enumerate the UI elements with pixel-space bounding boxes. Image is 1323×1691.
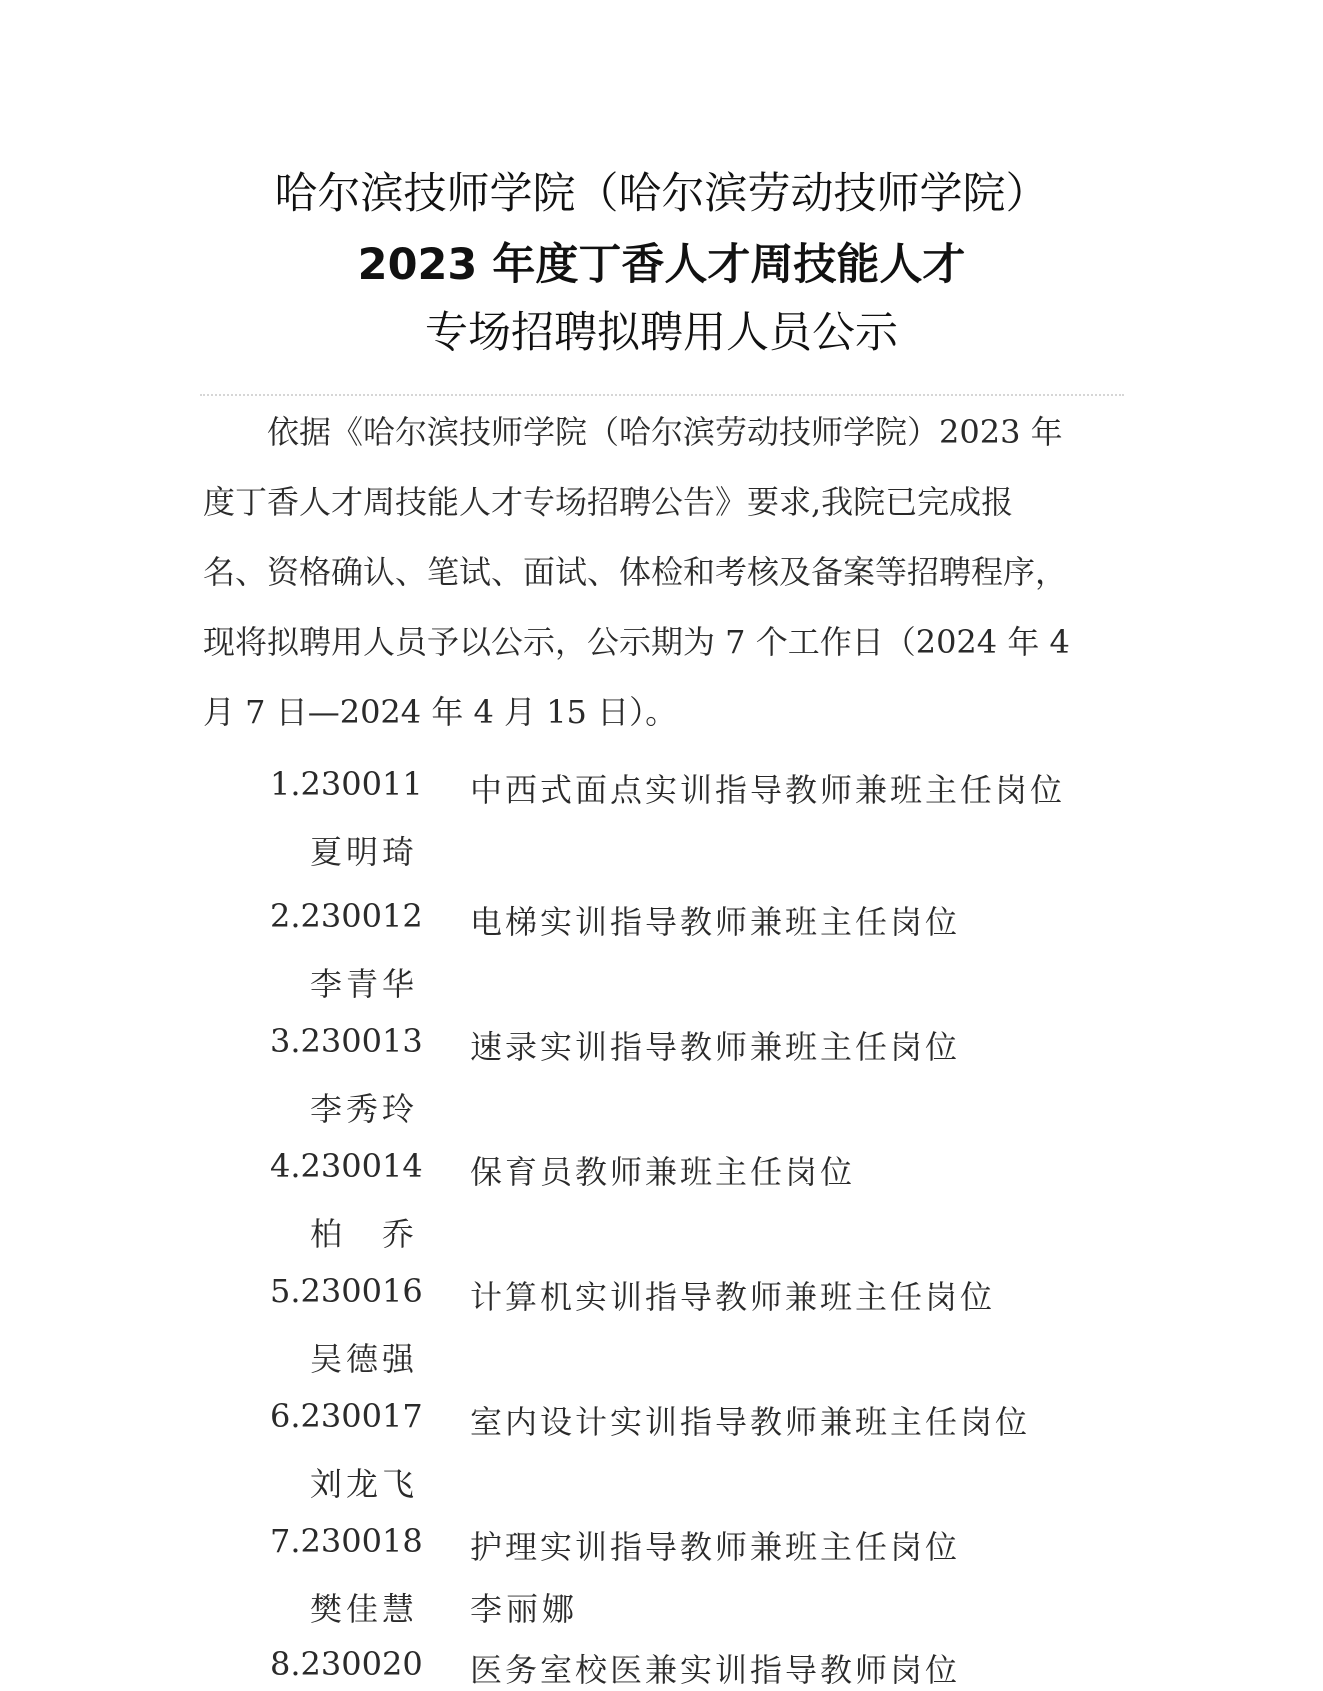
entry-name-second: 李丽娜 bbox=[470, 1590, 579, 1628]
entry-post: 保育员教师兼班主任岗位 bbox=[470, 1153, 856, 1191]
entry-number: 8.230020 bbox=[270, 1645, 423, 1683]
entry-number: 4.230014 bbox=[270, 1147, 423, 1185]
entry-post: 室内设计实训指导教师兼班主任岗位 bbox=[470, 1403, 1031, 1441]
entry-number: 5.230016 bbox=[270, 1272, 423, 1310]
entry-name: 刘龙飞 bbox=[310, 1465, 419, 1503]
entry-post: 医务室校医兼实训指导教师岗位 bbox=[470, 1651, 961, 1689]
intro-line-5: 月 7 日—2024 年 4 月 15 日）。 bbox=[203, 693, 678, 731]
entry-name: 柏 乔 bbox=[310, 1215, 419, 1253]
entry-name: 夏明琦 bbox=[310, 833, 419, 871]
entry-post: 电梯实训指导教师兼班主任岗位 bbox=[470, 903, 961, 941]
entry-number: 6.230017 bbox=[270, 1397, 423, 1435]
entry-name: 李青华 bbox=[310, 965, 419, 1003]
entry-name: 吴德强 bbox=[310, 1340, 419, 1378]
entry-number: 1.230011 bbox=[270, 765, 423, 803]
entry-number: 7.230018 bbox=[270, 1522, 423, 1560]
title-line-1: 哈尔滨技师学院（哈尔滨劳动技师学院） bbox=[274, 169, 1049, 219]
entry-number: 3.230013 bbox=[270, 1022, 423, 1060]
title-divider bbox=[200, 394, 1124, 396]
entry-number: 2.230012 bbox=[270, 897, 423, 935]
title-line-3: 专场招聘拟聘用人员公示 bbox=[425, 308, 898, 358]
entry-name: 李秀玲 bbox=[310, 1090, 419, 1128]
entry-post: 速录实训指导教师兼班主任岗位 bbox=[470, 1028, 961, 1066]
entry-post: 中西式面点实训指导教师兼班主任岗位 bbox=[470, 771, 1066, 809]
entry-post: 计算机实训指导教师兼班主任岗位 bbox=[470, 1278, 996, 1316]
entry-post: 护理实训指导教师兼班主任岗位 bbox=[470, 1528, 961, 1566]
entry-name: 樊佳慧 bbox=[310, 1590, 419, 1628]
intro-line-4: 现将拟聘用人员予以公示，公示期为 7 个工作日（2024 年 4 bbox=[203, 623, 1070, 661]
intro-line-1: 依据《哈尔滨技师学院（哈尔滨劳动技师学院）2023 年 bbox=[203, 413, 1063, 451]
title-line-2: 2023 年度丁香人才周技能人才 bbox=[357, 240, 966, 290]
intro-line-2: 度丁香人才周技能人才专场招聘公告》要求,我院已完成报 bbox=[203, 483, 1014, 521]
intro-line-3: 名、资格确认、笔试、面试、体检和考核及备案等招聘程序， bbox=[203, 553, 1068, 591]
